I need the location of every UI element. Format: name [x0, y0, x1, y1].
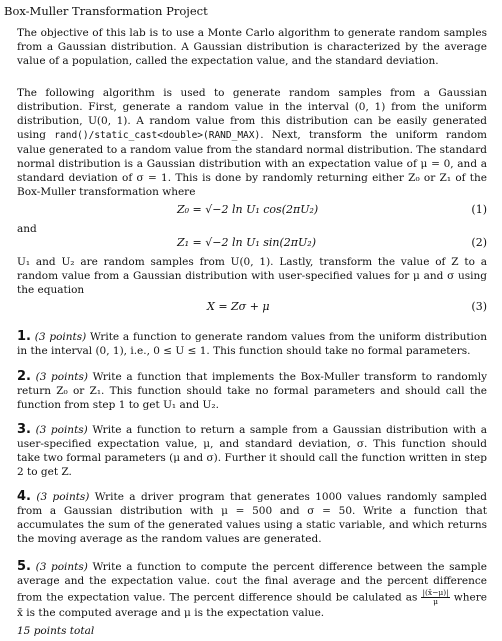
problem-3 — [17, 423, 487, 479]
equation-2 — [17, 234, 487, 254]
equation-3-number: (3) — [471, 300, 487, 313]
fraction-denominator: μ — [433, 597, 439, 606]
problem-5 — [17, 560, 487, 620]
equation-1-lhs: Z₀ = — [177, 203, 206, 216]
algorithm-text-1: The following algorithm is used to generate random samples from a Gaussian distribution. First, generate a random value in the interval (0, 1) from the uniform distribution, U(0, 1). A random value from this distribution can be easily generated using — [17, 87, 487, 141]
problem-5-text-c: where x̄ is the computed average and μ is the expectation value. — [17, 591, 487, 619]
after-equation-paragraph: U₁ and U₂ are random samples from U(0, 1). Lastly, transform the value of Z to a random value from a Gaussian distribution with user-specified values for μ and σ using the equation — [17, 256, 487, 296]
problem-4-number: 4. — [17, 489, 31, 504]
equation-3-lhs: X = Zσ + μ — [207, 300, 270, 313]
problem-5-text-b: the final average and the percent difference from the expectation value. The percent difference should be calulated as — [17, 575, 487, 604]
problem-1 — [17, 330, 487, 358]
equation-2-rhs: √−2 ln U₁ sin(2πU₂) — [205, 236, 317, 249]
problem-3-number: 3. — [17, 422, 31, 437]
equation-2-number: (2) — [471, 236, 487, 249]
fraction-numerator: |(x̄−μ)| — [422, 588, 449, 597]
problem-4-text: Write a driver program that generates 1000 values randomly sampled from a Gaussian distribution with μ = 500 and σ = 50. Write a function that accumulates the sum of the generated values using a static variable, and which returns the moving average as the random values are generated. — [17, 491, 487, 545]
problem-5-number: 5. — [17, 559, 31, 574]
problem-5-text-a: Write a function to compute the percent difference between the sample average and the expectation value. — [17, 561, 487, 587]
problem-4-points: (3 points) — [36, 491, 90, 503]
and-text: and — [17, 223, 37, 235]
algorithm-paragraph — [17, 86, 487, 199]
problem-3-points: (3 points) — [35, 424, 88, 436]
problem-2-points: (3 points) — [35, 371, 88, 383]
problem-1-number: 1. — [17, 329, 31, 344]
equation-1 — [17, 201, 487, 221]
equation-3 — [17, 298, 487, 318]
intro-paragraph: The objective of this lab is to use a Monte Carlo algorithm to generate random samples from a Gaussian distribution. A Gaussian distribution is characterized by the average value of a population, called the expectation value, and the standard deviation. — [17, 27, 487, 67]
problem-5-points: (3 points) — [35, 561, 88, 573]
problem-2 — [17, 370, 487, 412]
problem-3-text: Write a function to return a sample from a Gaussian distribution with a user-specified expectation value, μ, and standard deviation, σ. This function should take two formal parameters (μ and σ). Further it should call the function written in step 2 to get Z. — [17, 424, 488, 478]
document-title: Box-Muller Transformation Project — [4, 4, 208, 18]
code-snippet: rand()/static_cast<double>(RAND_MAX) — [54, 130, 261, 141]
percent-difference-fraction — [421, 589, 449, 606]
problem-2-text: Write a function that implements the Box-Muller transform to randomly return Z₀ or Z₁. This function should take no formal parameters and should call the function from step 1 to get U₁ and U₂. — [17, 371, 488, 411]
total-points: 15 points total — [17, 625, 95, 637]
problem-2-number: 2. — [17, 369, 31, 384]
equation-1-rhs: √−2 ln U₁ cos(2πU₂) — [205, 203, 319, 216]
algorithm-text-2: . Next, transform the uniform random value generated to a random value from the standard normal distribution. The standard normal distribution is a Gaussian distribution with an expectation value of μ = 0, and a standard deviation of σ = 1. This is done by randomly returning either Z₀ or Z₁ of the Box-Muller transformation where — [17, 129, 487, 198]
problem-1-points: (3 points) — [34, 331, 87, 343]
equation-2-lhs: Z₁ = — [177, 236, 206, 249]
problem-4 — [17, 490, 487, 546]
problem-1-text: Write a function to generate random values from the uniform distribution in the interval (0, 1), i.e., 0 ≤ U ≤ 1. This function should take no formal parameters. — [17, 331, 488, 357]
equation-1-number: (1) — [471, 203, 487, 216]
problem-5-code: cout — [214, 576, 238, 587]
